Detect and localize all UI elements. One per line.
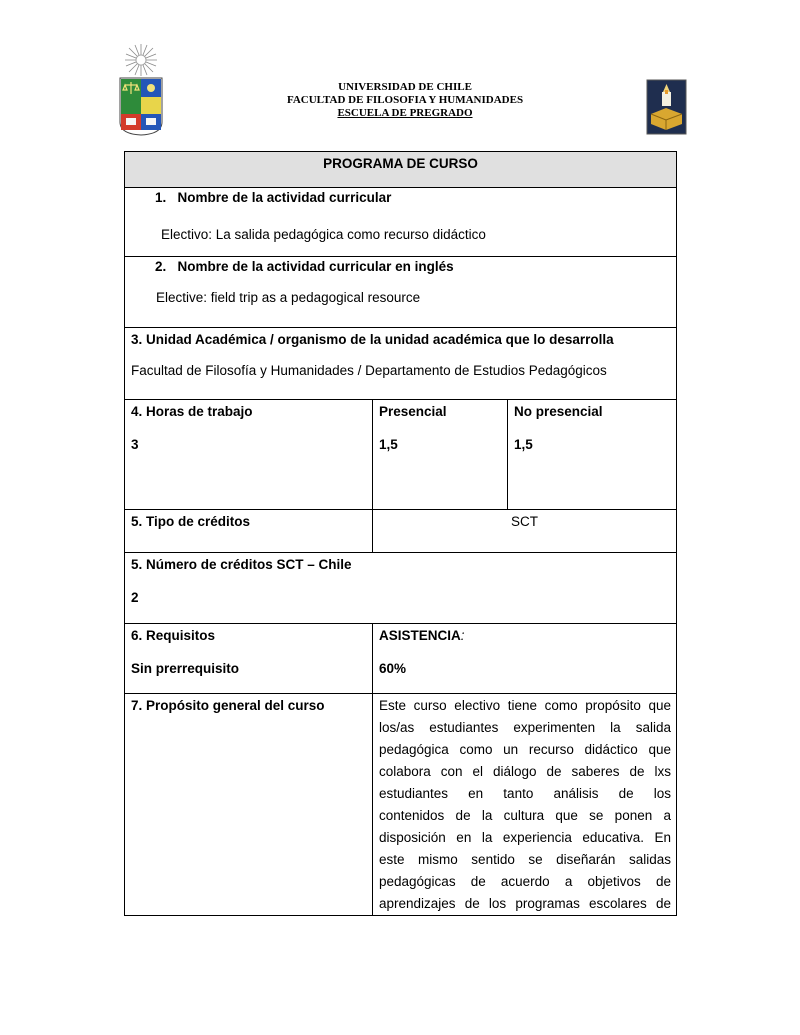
- section-4-value: 3: [131, 437, 139, 452]
- purpose-line: estudiantes en tanto análisis de los: [379, 786, 671, 801]
- section-2-cell: [125, 257, 677, 328]
- section-6-value: Sin prerrequisito: [131, 661, 240, 676]
- presencial-value: 1,5: [379, 437, 398, 452]
- section-2-value: Elective: field trip as a pedagogical resource: [156, 290, 421, 305]
- purpose-line: pedagógicas de acuerdo a objetivos de: [379, 874, 671, 889]
- purpose-line: este mismo sentido se diseñarán salidas: [379, 852, 671, 867]
- purpose-line: contenidos de la cultura que se ponen a: [379, 808, 671, 823]
- purpose-line: disposición en la experiencia educativa. En: [379, 830, 671, 845]
- section-3-value: Facultad de Filosofía y Humanidades / Departamento de Estudios Pedagógicos: [131, 363, 607, 378]
- faculty-name: FACULTAD DE FILOSOFIA Y HUMANIDADES: [286, 94, 524, 106]
- section-5b-value: 2: [131, 590, 139, 605]
- section-1-heading: 1. Nombre de la actividad curricular: [155, 190, 392, 205]
- purpose-line: colabora con el diálogo de saberes de lxs: [379, 764, 671, 779]
- section-5a-heading: 5. Tipo de créditos: [131, 514, 251, 529]
- no-presencial-value: 1,5: [514, 437, 533, 452]
- section-4-hours-cell: [125, 400, 373, 510]
- section-7-cell: [125, 694, 373, 916]
- section-3-cell: [125, 328, 677, 400]
- section-5a-cell: [125, 510, 373, 553]
- section-5a-value-cell: [373, 510, 677, 553]
- program-title: PROGRAMA DE CURSO: [125, 152, 677, 188]
- purpose-line: pedagógica como un recurso didáctico que: [379, 742, 671, 757]
- section-6-cell: [125, 624, 373, 694]
- section-4-presencial-cell: [373, 400, 508, 510]
- section-7-heading: 7. Propósito general del curso: [131, 698, 325, 713]
- program-table: [124, 151, 677, 916]
- presencial-label: Presencial: [379, 404, 447, 419]
- section-4-heading: 4. Horas de trabajo: [131, 404, 253, 419]
- purpose-line: los/as estudiantes experimenten la salida: [379, 720, 671, 735]
- section-2-heading: 2. Nombre de la actividad curricular en inglés: [155, 259, 454, 274]
- purpose-line: Este curso electivo tiene como propósito que: [379, 698, 671, 713]
- attendance-heading: [379, 628, 670, 643]
- attendance-value: 60%: [379, 661, 407, 676]
- attendance-label: ASISTENCIA: [379, 628, 461, 643]
- attendance-colon: :: [460, 628, 465, 643]
- school-name: ESCUELA DE PREGRADO: [337, 107, 473, 119]
- section-3-heading: 3. Unidad Académica / organismo de la unidad académica que lo desarrolla: [131, 332, 614, 347]
- credit-type-value: SCT: [511, 514, 538, 529]
- purpose-line: aprendizajes de los programas escolares de: [379, 896, 671, 911]
- section-1-cell: [125, 188, 677, 257]
- section-1-value: Electivo: La salida pedagógica como recurso didáctico: [161, 227, 486, 242]
- section-6-heading: 6. Requisitos: [131, 628, 216, 643]
- section-7-body-cell: [373, 694, 677, 916]
- section-5b-cell: [125, 553, 677, 624]
- attendance-cell: [373, 624, 677, 694]
- course-purpose-text: [379, 695, 671, 915]
- section-4-no-presencial-cell: [508, 400, 677, 510]
- faculty-emblem-logo: [645, 78, 688, 136]
- no-presencial-label: No presencial: [514, 404, 603, 419]
- university-name: UNIVERSIDAD DE CHILE: [338, 81, 472, 93]
- section-5b-heading: 5. Número de créditos SCT – Chile: [131, 557, 352, 572]
